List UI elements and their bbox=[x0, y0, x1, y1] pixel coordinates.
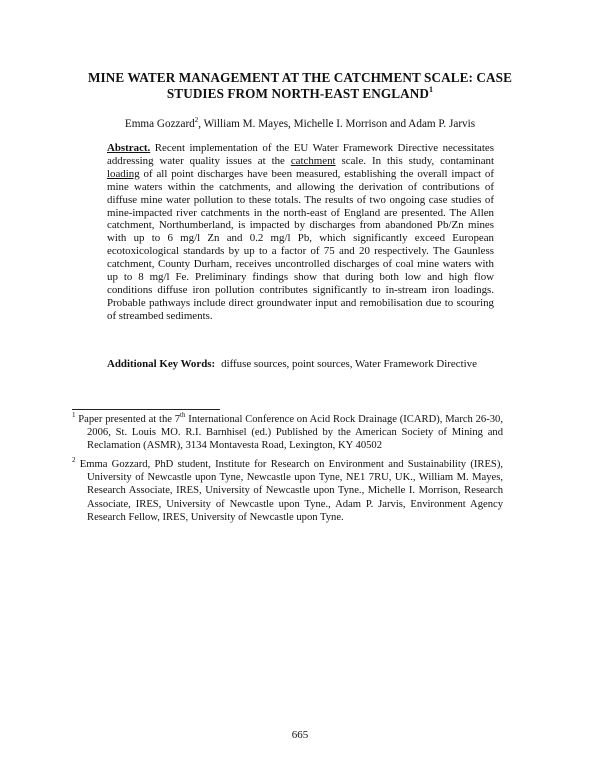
abstract bbox=[107, 142, 494, 323]
footnote-1-text-a: Paper presented at the 7 bbox=[75, 414, 181, 425]
key-words-list: diffuse sources, point sources, Water Framework Directive bbox=[221, 358, 477, 370]
key-words-label: Additional Key Words: bbox=[107, 358, 216, 370]
abstract-term-catchment: catchment bbox=[290, 154, 336, 167]
abstract-part-1: Recent implementation of the EU Water Framework Directive necessitates addressing water quality issues at the bbox=[107, 142, 494, 167]
abstract-part-3: of all point discharges have been measured, establishing the overall impact of mine waters within the catchments, and allowing the derivation of contributions of diffuse mine water pollution to these totals. The results of two ongoing case studies of mine-impacted river catchments in the north-east of England are presented. The Allen catchment, Northumberland, is impacted by discharges from abandoned Pb/Zn mines with up to 6 mg/l Zn and 0.2 mg/l Pb, which significantly exceed European ecotoxicological standards by up to a factor of 75 and 20 respectively. The Gaunless catchment, County Durham, receives uncontrolled discharges of coal mine waters with up to 8 mg/l Fe. Preliminary findings show that during both low and high flow conditions diffuse iron pollution contributes significantly to in-stream iron loadings. Probable pathways include direct groundwater input and remobilisation due to scouring of streambed sediments. bbox=[107, 167, 494, 322]
footnote-2-mark: 2 bbox=[72, 456, 76, 465]
abstract-part-2: scale. In this study, contaminant bbox=[335, 154, 495, 167]
footnote-2 bbox=[72, 458, 503, 523]
author-1-footnote-mark: 2 bbox=[194, 116, 199, 124]
abstract-term-loading: loading bbox=[107, 167, 140, 180]
footnote-1-mark: 1 bbox=[72, 411, 76, 419]
footnote-1-text-b: International Conference on Acid Rock Drainage (ICARD), March 26-30, 2006, St. Louis MO. R.I. Barnhisel (ed.) Published by the American Society of Mining and Reclamation (ASMR), 3134 Montavesta Road, Lexington, KY 40502 bbox=[87, 414, 503, 452]
page-number: 665 bbox=[291, 729, 309, 741]
footnote-2-text: Emma Gozzard, PhD student, Institute for Research on Environment and Sustainability (IRES), University of Newcastle upon Tyne, Newcastle upon Tyne, NE1 7RU, UK., William M. Mayes, Research Associate, IRES, University of Newcastle upon Tyne., Michelle I. Morrison, Research Associate, IRES, University of Newcastle upon Tyne., Adam P. Jarvis, Environment Agency Research Fellow, IRES, University of Newcastle upon Tyne. bbox=[75, 459, 503, 523]
footnotes bbox=[72, 413, 503, 530]
paper-title bbox=[60, 70, 540, 102]
footnote-separator bbox=[72, 409, 220, 410]
other-authors: , William M. Mayes, Michelle I. Morrison and Adam P. Jarvis bbox=[198, 118, 476, 130]
title-footnote-mark: 1 bbox=[429, 85, 434, 94]
abstract-label: Abstract. bbox=[107, 142, 151, 154]
author-line bbox=[60, 117, 540, 131]
key-words bbox=[107, 358, 497, 371]
paper-title-text: MINE WATER MANAGEMENT AT THE CATCHMENT SCALE: CASE STUDIES FROM NORTH-EAST ENGLAND bbox=[87, 70, 512, 101]
author-1: Emma Gozzard bbox=[124, 118, 195, 130]
footnote-1-ordinal: th bbox=[180, 411, 186, 419]
footnote-1 bbox=[72, 413, 503, 452]
